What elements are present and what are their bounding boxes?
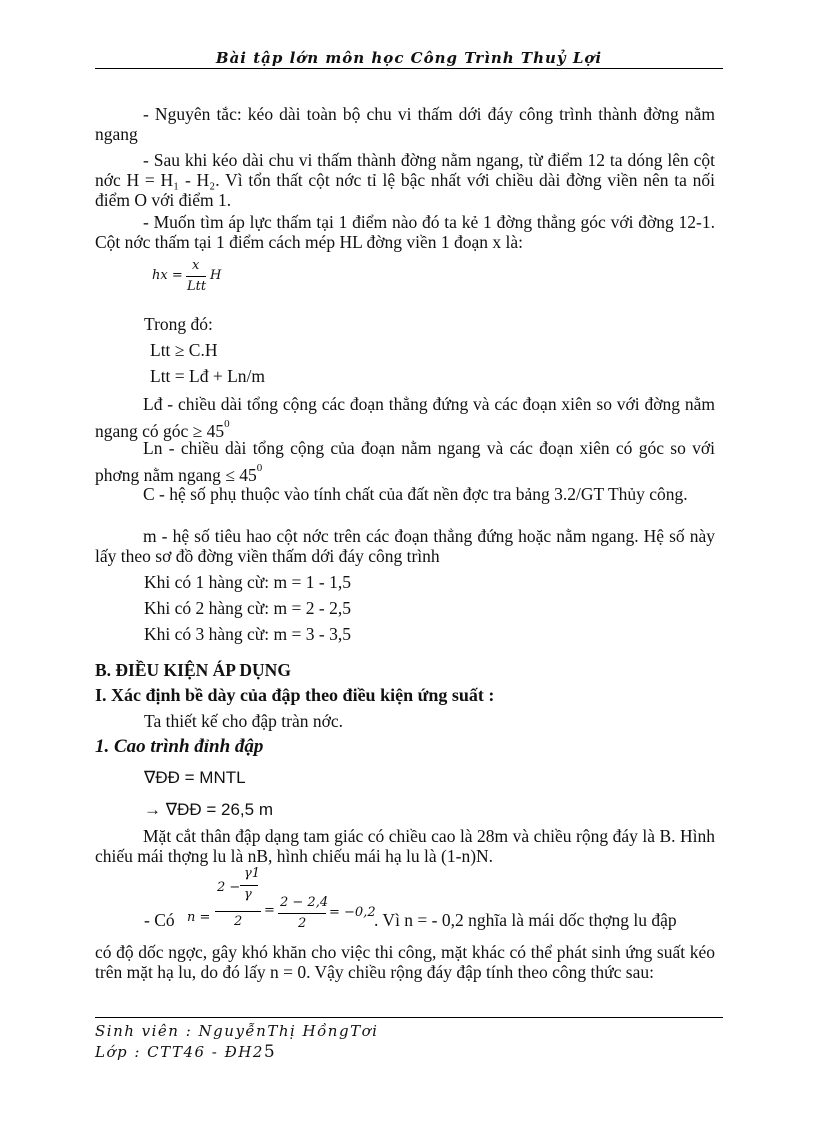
formula-n-eq: =: [264, 903, 275, 918]
formula-hx-lhs: hx =: [152, 268, 183, 283]
formula-n-inner-bar: [240, 885, 258, 886]
formula-n-frac2-den: 2: [298, 916, 307, 931]
formula-n-result: = −0,2: [329, 905, 376, 920]
paragraph-pressure: - Muốn tìm áp lực thấm tại 1 điểm nào đó ta kẻ 1 đờng thẳng góc với đờng 12-1. Cột nớc thấm tại 1 điểm cách mép HL đờng viền 1 đoạn x là:: [95, 212, 715, 252]
paragraph-c: C - hệ số phụ thuộc vào tính chất của đất nền đợc tra bảng 3.2/GT Thủy công.: [143, 484, 688, 504]
paragraph-ln: Ln - chiều dài tổng cộng của đoạn nằm ngang và các đoạn xiên có góc so với phơng nằm ngang ≤ $45^0$: [95, 438, 715, 485]
paragraph-mat-cat: Mặt cắt thân đập dạng tam giác có chiều cao là 28m và chiều rộng đáy là B. Hình chiếu mái thợng lu là nB, hình chiếu mái hạ lu là (1-n)N.: [95, 826, 715, 866]
footer-class: Lớp : CTT46 - ĐH25: [95, 1042, 275, 1062]
formula-hx-numerator: x: [192, 258, 200, 273]
formula-n-lhs: n =: [187, 910, 211, 925]
formula-n-frac2-num: 2 − 2,4: [280, 895, 329, 910]
list-item-m1: Khi có 1 hàng cừ: m = 1 - 1,5: [144, 572, 351, 592]
formula-n-den: 2: [234, 914, 243, 929]
formula-n-bar1: [215, 911, 261, 912]
page-number: 5: [263, 1042, 275, 1062]
formula-n-bar2: [278, 913, 326, 914]
paragraph-m: m - hệ số tiêu hao cột nớc trên các đoạn thẳng đứng hoặc nằm ngang. Hệ số này lấy theo sơ đồ đờng viền thấm dới đáy công trình: [95, 526, 715, 566]
formula-hx-fraction-bar: [186, 276, 206, 277]
heading-b: B. ĐIỀU KIỆN ÁP DỤNG: [95, 660, 291, 680]
formula-n-numerator: 2 −: [217, 880, 241, 895]
formula-hx-rhs: H: [210, 268, 222, 283]
co-prefix: - Có: [144, 910, 175, 930]
paragraph-co-cont: có độ dốc ngợc, gây khó khăn cho việc thi công, mặt khác có thể phát sinh ứng suất kéo trên mặt hạ lu, do đó lấy n = 0. Vậy chiều rộng đáy đập tính theo công thức sau:: [95, 942, 715, 982]
heading-1: 1. Cao trình đỉnh đập: [95, 736, 264, 757]
list-item-m3: Khi có 3 hàng cừ: m = 3 - 3,5: [144, 624, 351, 644]
paragraph-ld: Lđ - chiều dài tổng cộng các đoạn thẳng đứng và các đoạn xiên so với đờng nằm ngang có góc ≥ $45^0$: [95, 394, 715, 441]
formula-crest-value: → ∇ĐĐ = 26,5 m: [144, 800, 273, 819]
paragraph-principle: - Nguyên tắc: kéo dài toàn bộ chu vi thấm dới đáy công trình thành đờng nằm ngang: [95, 104, 715, 144]
heading-i: I. Xác định bề dày của đập theo điều kiện ứng suất :: [95, 685, 495, 705]
formula-hx-denominator: Ltt: [187, 279, 207, 294]
formula-n-gamma: γ: [244, 887, 252, 902]
paragraph-extend: - Sau khi kéo dài chu vi thấm thành đờng nằm ngang, từ điểm 12 ta dóng lên cột nớc H = H₁ - H₂. Vì tổn thất cột nớc tỉ lệ bậc nhất với chiều dài đờng viền nên ta nối điểm O với điểm 1.: [95, 150, 715, 210]
trong-do-label: Trong đó:: [144, 314, 213, 334]
list-item-m2: Khi có 2 hàng cừ: m = 2 - 2,5: [144, 598, 351, 618]
formula-crest-level: ∇ĐĐ = MNTL: [144, 768, 246, 787]
paragraph-ta-thiet-ke: Ta thiết kế cho đập tràn nớc.: [144, 711, 343, 731]
page-header: Bài tập lớn môn học Công Trình Thuỷ Lợi: [95, 48, 723, 69]
co-suffix: . Vì n = - 0,2 nghĩa là mái dốc thợng lu đập: [374, 910, 677, 930]
formula-n-gamma1: γ1: [244, 866, 261, 881]
formula-ltt-min: Ltt ≥ C.H: [150, 340, 218, 360]
footer-divider: [95, 1017, 723, 1018]
formula-ltt-sum: Ltt = Lđ + Ln/m: [150, 366, 266, 386]
footer-student: Sinh viên : NguyễnThị HồngTơi: [95, 1022, 379, 1040]
